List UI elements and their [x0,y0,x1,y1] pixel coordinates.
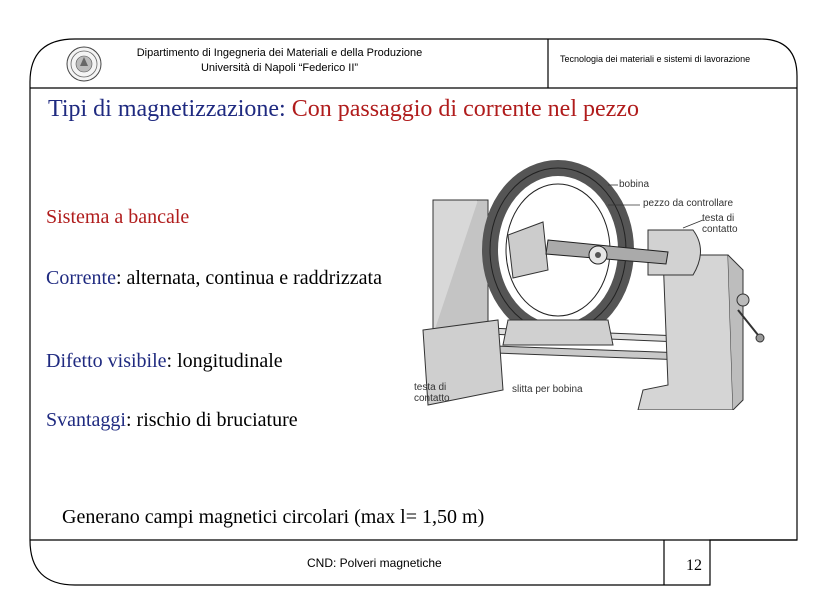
label-coil: bobina [619,179,650,190]
current-item [46,265,386,292]
disadvantages-item [46,409,298,432]
label-slide: slitta per bobina [512,384,583,395]
department-header [112,46,447,76]
label-head-right: testa di contatto [702,213,738,235]
label-head-left: testa di contatto [414,382,450,404]
magnetic-field-note: Generano campi magnetici circolari (max l= 1,50 m) [62,506,485,528]
defect-value: : longitudinale [166,350,283,372]
university-name: Università di Napoli “Federico II” [200,62,359,74]
bench-magnetizer-figure [408,160,773,410]
disadvantages-value: : rischio di bruciature [126,409,298,431]
page-number: 12 [686,557,702,574]
current-value: : alternata, continua e raddrizzata [115,267,382,289]
university-seal-logo [66,46,102,82]
defect-label: Difetto visibile [46,350,167,372]
label-part: pezzo da controllare [643,198,734,209]
disadvantages-label: Svantaggi [46,409,126,431]
department-name: Dipartimento di Ingegneria dei Materiali e della Produzione [136,47,423,59]
title-prefix: Tipi di magnetizzazione: [48,96,286,122]
course-name: Tecnologia dei materiali e sistemi di lavorazione [560,54,751,64]
slide-title [48,96,788,123]
title-text: Con passaggio di corrente nel pezzo [285,96,639,122]
current-label: Corrente [46,267,116,289]
footer-topic: CND: Polveri magnetiche [307,556,442,570]
system-heading: Sistema a bancale [46,206,190,228]
defect-item [46,350,283,373]
